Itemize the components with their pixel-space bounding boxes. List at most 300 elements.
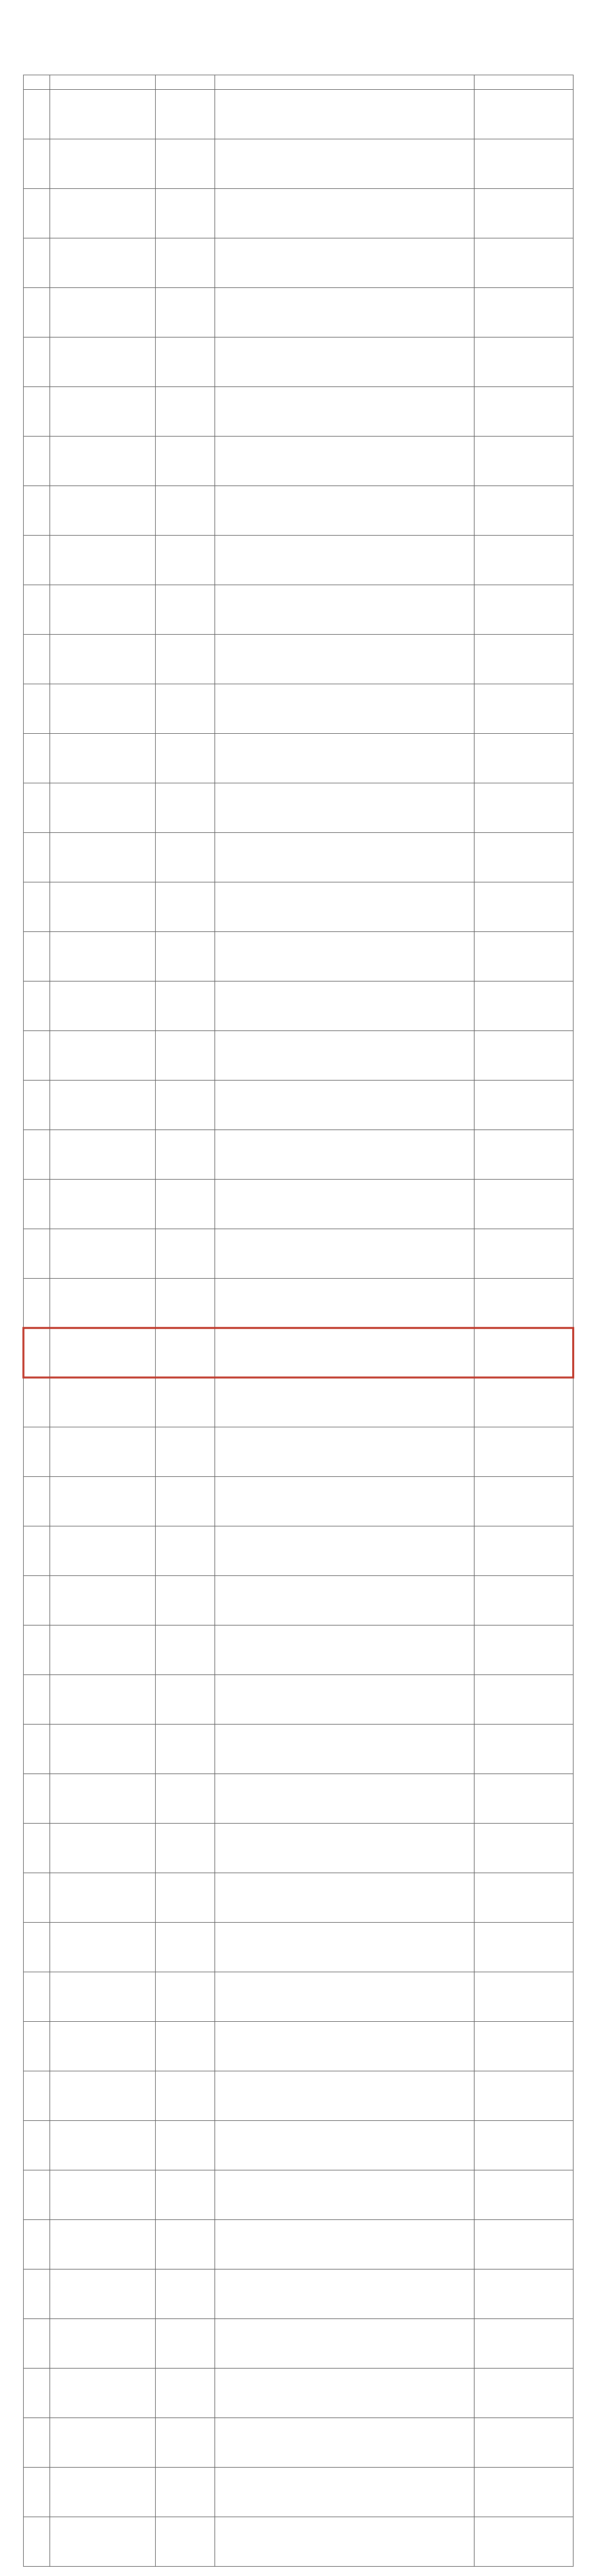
core-assets-cell — [215, 437, 475, 486]
applicant-cell — [475, 90, 574, 139]
core-assets-cell — [215, 635, 475, 684]
core-assets-cell — [215, 2468, 475, 2517]
location-cell — [156, 1180, 215, 1229]
table-header-row — [24, 75, 574, 90]
project-name-cell — [50, 139, 156, 189]
table-row — [24, 1923, 574, 1972]
applicant-cell — [475, 932, 574, 982]
row-number-cell — [24, 1378, 50, 1427]
applicant-cell — [475, 1477, 574, 1526]
row-number-cell — [24, 2468, 50, 2517]
row-number-cell — [24, 1477, 50, 1526]
row-number-cell — [24, 387, 50, 437]
row-number-cell — [24, 1873, 50, 1923]
table-row — [24, 1378, 574, 1427]
table-row — [24, 1081, 574, 1130]
core-assets-cell — [215, 585, 475, 635]
project-name-cell — [50, 1031, 156, 1081]
core-assets-cell — [215, 1675, 475, 1725]
core-assets-cell — [215, 90, 475, 139]
project-name-cell — [50, 1279, 156, 1328]
column-header-applicant — [475, 75, 574, 90]
row-number-cell — [24, 1576, 50, 1626]
table-row — [24, 1031, 574, 1081]
location-cell — [156, 90, 215, 139]
table-row — [24, 2517, 574, 2567]
core-assets-cell — [215, 2071, 475, 2121]
row-number-cell — [24, 2418, 50, 2468]
applicant-cell — [475, 2071, 574, 2121]
location-cell — [156, 1923, 215, 1972]
table-row — [24, 932, 574, 982]
applicant-cell — [475, 982, 574, 1031]
table-row — [24, 2270, 574, 2319]
project-name-cell — [50, 1229, 156, 1279]
applicant-cell — [475, 1130, 574, 1180]
project-name-cell — [50, 2220, 156, 2270]
core-assets-cell — [215, 1378, 475, 1427]
location-cell — [156, 1229, 215, 1279]
core-assets-cell — [215, 1031, 475, 1081]
applicant-cell — [475, 1725, 574, 1774]
project-name-cell — [50, 1477, 156, 1526]
location-cell — [156, 536, 215, 585]
table-row — [24, 238, 574, 288]
core-assets-cell — [215, 1576, 475, 1626]
core-assets-cell — [215, 288, 475, 338]
applicant-cell — [475, 387, 574, 437]
table-row — [24, 1180, 574, 1229]
project-name-cell — [50, 635, 156, 684]
project-name-cell — [50, 882, 156, 932]
applicant-cell — [475, 536, 574, 585]
project-name-cell — [50, 1180, 156, 1229]
project-name-cell — [50, 1626, 156, 1675]
row-number-cell — [24, 2022, 50, 2071]
row-number-cell — [24, 2319, 50, 2369]
location-cell — [156, 2319, 215, 2369]
column-header-assets — [215, 75, 475, 90]
row-number-cell — [24, 189, 50, 238]
applicant-cell — [475, 189, 574, 238]
project-name-cell — [50, 1328, 156, 1378]
row-number-cell — [24, 783, 50, 833]
project-name-cell — [50, 486, 156, 536]
location-cell — [156, 2468, 215, 2517]
applicant-cell — [475, 1279, 574, 1328]
core-assets-cell — [215, 1526, 475, 1576]
project-name-cell — [50, 932, 156, 982]
core-assets-cell — [215, 1824, 475, 1873]
row-number-cell — [24, 833, 50, 882]
core-assets-cell — [215, 2418, 475, 2468]
table-row — [24, 1130, 574, 1180]
applicant-cell — [475, 288, 574, 338]
table-row-highlighted — [24, 1328, 574, 1378]
project-name-cell — [50, 833, 156, 882]
row-number-cell — [24, 1774, 50, 1824]
location-cell — [156, 1725, 215, 1774]
table-body — [24, 90, 574, 2567]
table-row — [24, 288, 574, 338]
core-assets-cell — [215, 1477, 475, 1526]
row-number-cell — [24, 1279, 50, 1328]
project-name-cell — [50, 338, 156, 387]
location-cell — [156, 1824, 215, 1873]
row-number-cell — [24, 2121, 50, 2170]
row-number-cell — [24, 1972, 50, 2022]
core-assets-cell — [215, 338, 475, 387]
row-number-cell — [24, 139, 50, 189]
applicant-cell — [475, 1427, 574, 1477]
applicant-cell — [475, 139, 574, 189]
project-name-cell — [50, 1130, 156, 1180]
location-cell — [156, 734, 215, 783]
core-assets-cell — [215, 1229, 475, 1279]
location-cell — [156, 1427, 215, 1477]
row-number-cell — [24, 2220, 50, 2270]
applicant-cell — [475, 1972, 574, 2022]
core-assets-cell — [215, 536, 475, 585]
project-name-cell — [50, 783, 156, 833]
location-cell — [156, 2170, 215, 2220]
applicant-cell — [475, 2517, 574, 2567]
row-number-cell — [24, 982, 50, 1031]
applicant-cell — [475, 1923, 574, 1972]
applicant-cell — [475, 338, 574, 387]
core-assets-cell — [215, 2220, 475, 2270]
core-assets-cell — [215, 783, 475, 833]
location-cell — [156, 2071, 215, 2121]
project-name-cell — [50, 1427, 156, 1477]
project-name-cell — [50, 1725, 156, 1774]
location-cell — [156, 2022, 215, 2071]
project-name-cell — [50, 1576, 156, 1626]
table-row — [24, 783, 574, 833]
location-cell — [156, 437, 215, 486]
core-assets-cell — [215, 2517, 475, 2567]
applicant-cell — [475, 635, 574, 684]
row-number-cell — [24, 90, 50, 139]
table-row — [24, 1576, 574, 1626]
project-name-cell — [50, 1923, 156, 1972]
applicant-cell — [475, 1180, 574, 1229]
project-name-cell — [50, 1972, 156, 2022]
core-assets-cell — [215, 1328, 475, 1378]
applicant-cell — [475, 2220, 574, 2270]
project-name-cell — [50, 2418, 156, 2468]
project-name-cell — [50, 189, 156, 238]
location-cell — [156, 684, 215, 734]
location-cell — [156, 1130, 215, 1180]
core-assets-cell — [215, 1923, 475, 1972]
table-row — [24, 833, 574, 882]
table-row — [24, 139, 574, 189]
table-row — [24, 437, 574, 486]
location-cell — [156, 387, 215, 437]
row-number-cell — [24, 585, 50, 635]
table-row — [24, 1526, 574, 1576]
project-name-cell — [50, 2022, 156, 2071]
project-name-cell — [50, 982, 156, 1031]
document-title — [0, 34, 594, 57]
table-row — [24, 585, 574, 635]
location-cell — [156, 2121, 215, 2170]
table-row — [24, 1675, 574, 1725]
location-cell — [156, 189, 215, 238]
applicant-cell — [475, 783, 574, 833]
project-name-cell — [50, 585, 156, 635]
applicant-cell — [475, 486, 574, 536]
core-assets-cell — [215, 486, 475, 536]
location-cell — [156, 238, 215, 288]
row-number-cell — [24, 1725, 50, 1774]
row-number-cell — [24, 1031, 50, 1081]
row-number-cell — [24, 437, 50, 486]
location-cell — [156, 2270, 215, 2319]
row-number-cell — [24, 1824, 50, 1873]
core-assets-cell — [215, 1626, 475, 1675]
document-header — [0, 0, 594, 75]
row-number-cell — [24, 684, 50, 734]
core-assets-cell — [215, 1130, 475, 1180]
row-number-cell — [24, 536, 50, 585]
row-number-cell — [24, 1328, 50, 1378]
location-cell — [156, 882, 215, 932]
table-row — [24, 189, 574, 238]
project-name-cell — [50, 1774, 156, 1824]
table-row — [24, 1873, 574, 1923]
project-name-cell — [50, 2369, 156, 2418]
location-cell — [156, 2517, 215, 2567]
location-cell — [156, 288, 215, 338]
applicant-cell — [475, 1873, 574, 1923]
applicant-cell — [475, 734, 574, 783]
project-name-cell — [50, 2319, 156, 2369]
core-assets-cell — [215, 932, 475, 982]
table-row — [24, 2220, 574, 2270]
core-assets-cell — [215, 1081, 475, 1130]
applicant-cell — [475, 1626, 574, 1675]
location-cell — [156, 139, 215, 189]
attachment-label — [28, 9, 134, 28]
location-cell — [156, 1972, 215, 2022]
row-number-cell — [24, 288, 50, 338]
core-assets-cell — [215, 387, 475, 437]
location-cell — [156, 982, 215, 1031]
applicant-cell — [475, 238, 574, 288]
location-cell — [156, 2369, 215, 2418]
applicant-cell — [475, 2468, 574, 2517]
project-name-cell — [50, 1675, 156, 1725]
project-name-cell — [50, 536, 156, 585]
table-row — [24, 1279, 574, 1328]
row-number-cell — [24, 882, 50, 932]
core-assets-cell — [215, 1279, 475, 1328]
core-assets-cell — [215, 2170, 475, 2220]
core-assets-cell — [215, 1873, 475, 1923]
core-assets-cell — [215, 1972, 475, 2022]
table-row — [24, 1972, 574, 2022]
location-cell — [156, 585, 215, 635]
row-number-cell — [24, 2369, 50, 2418]
table-row — [24, 1774, 574, 1824]
applicant-cell — [475, 2418, 574, 2468]
applicant-cell — [475, 1774, 574, 1824]
table-row — [24, 90, 574, 139]
row-number-cell — [24, 1626, 50, 1675]
core-assets-cell — [215, 2319, 475, 2369]
project-name-cell — [50, 1873, 156, 1923]
core-assets-cell — [215, 2022, 475, 2071]
project-name-cell — [50, 734, 156, 783]
table-row — [24, 2468, 574, 2517]
table-row — [24, 982, 574, 1031]
row-number-cell — [24, 1427, 50, 1477]
core-assets-cell — [215, 734, 475, 783]
applicant-cell — [475, 1576, 574, 1626]
core-assets-cell — [215, 1774, 475, 1824]
table-row — [24, 734, 574, 783]
project-name-cell — [50, 238, 156, 288]
core-assets-cell — [215, 1180, 475, 1229]
table-row — [24, 882, 574, 932]
project-name-cell — [50, 288, 156, 338]
table-row — [24, 635, 574, 684]
core-assets-cell — [215, 189, 475, 238]
project-name-cell — [50, 1378, 156, 1427]
table-row — [24, 387, 574, 437]
table-row — [24, 1626, 574, 1675]
applicant-cell — [475, 1229, 574, 1279]
location-cell — [156, 1774, 215, 1824]
applicant-cell — [475, 2170, 574, 2220]
table-row — [24, 1427, 574, 1477]
applicant-cell — [475, 1031, 574, 1081]
project-name-cell — [50, 1081, 156, 1130]
location-cell — [156, 1279, 215, 1328]
column-header-location — [156, 75, 215, 90]
row-number-cell — [24, 486, 50, 536]
location-cell — [156, 1477, 215, 1526]
project-name-cell — [50, 2468, 156, 2517]
table-row — [24, 1477, 574, 1526]
applicant-cell — [475, 1526, 574, 1576]
table-row — [24, 1824, 574, 1873]
table-row — [24, 2369, 574, 2418]
location-cell — [156, 833, 215, 882]
location-cell — [156, 2418, 215, 2468]
core-assets-cell — [215, 684, 475, 734]
table-row — [24, 2170, 574, 2220]
applicant-cell — [475, 437, 574, 486]
location-cell — [156, 486, 215, 536]
location-cell — [156, 1081, 215, 1130]
column-header-name — [50, 75, 156, 90]
location-cell — [156, 1328, 215, 1378]
project-name-cell — [50, 2517, 156, 2567]
location-cell — [156, 1031, 215, 1081]
row-number-cell — [24, 238, 50, 288]
table-row — [24, 2121, 574, 2170]
core-assets-cell — [215, 882, 475, 932]
location-cell — [156, 1626, 215, 1675]
location-cell — [156, 1378, 215, 1427]
location-cell — [156, 932, 215, 982]
core-assets-cell — [215, 2369, 475, 2418]
row-number-cell — [24, 1526, 50, 1576]
applicant-cell — [475, 1081, 574, 1130]
core-assets-cell — [215, 1725, 475, 1774]
row-number-cell — [24, 1180, 50, 1229]
row-number-cell — [24, 734, 50, 783]
project-name-cell — [50, 1824, 156, 1873]
location-cell — [156, 2220, 215, 2270]
applicant-cell — [475, 2121, 574, 2170]
location-cell — [156, 783, 215, 833]
project-name-cell — [50, 2170, 156, 2220]
project-name-cell — [50, 2121, 156, 2170]
heritage-list-table — [22, 75, 574, 2567]
core-assets-cell — [215, 1427, 475, 1477]
table-row — [24, 2022, 574, 2071]
row-number-cell — [24, 1130, 50, 1180]
core-assets-cell — [215, 2270, 475, 2319]
location-cell — [156, 635, 215, 684]
row-number-cell — [24, 1081, 50, 1130]
row-number-cell — [24, 1229, 50, 1279]
row-number-cell — [24, 1923, 50, 1972]
applicant-cell — [475, 2369, 574, 2418]
core-assets-cell — [215, 982, 475, 1031]
table-row — [24, 338, 574, 387]
location-cell — [156, 1873, 215, 1923]
project-name-cell — [50, 90, 156, 139]
location-cell — [156, 1675, 215, 1725]
row-number-cell — [24, 2071, 50, 2121]
table-row — [24, 2319, 574, 2369]
row-number-cell — [24, 338, 50, 387]
project-name-cell — [50, 1526, 156, 1576]
applicant-cell — [475, 1675, 574, 1725]
project-name-cell — [50, 437, 156, 486]
applicant-cell — [475, 1824, 574, 1873]
row-number-cell — [24, 2170, 50, 2220]
applicant-cell — [475, 1328, 574, 1378]
table-row — [24, 2071, 574, 2121]
project-name-cell — [50, 684, 156, 734]
row-number-cell — [24, 635, 50, 684]
row-number-cell — [24, 932, 50, 982]
location-cell — [156, 1526, 215, 1576]
table-row — [24, 1229, 574, 1279]
applicant-cell — [475, 2270, 574, 2319]
table-row — [24, 2418, 574, 2468]
applicant-cell — [475, 1378, 574, 1427]
core-assets-cell — [215, 139, 475, 189]
applicant-cell — [475, 684, 574, 734]
row-number-cell — [24, 1675, 50, 1725]
project-name-cell — [50, 2270, 156, 2319]
applicant-cell — [475, 2319, 574, 2369]
table-row — [24, 486, 574, 536]
core-assets-cell — [215, 2121, 475, 2170]
applicant-cell — [475, 833, 574, 882]
project-name-cell — [50, 387, 156, 437]
location-cell — [156, 338, 215, 387]
row-number-cell — [24, 2270, 50, 2319]
project-name-cell — [50, 2071, 156, 2121]
